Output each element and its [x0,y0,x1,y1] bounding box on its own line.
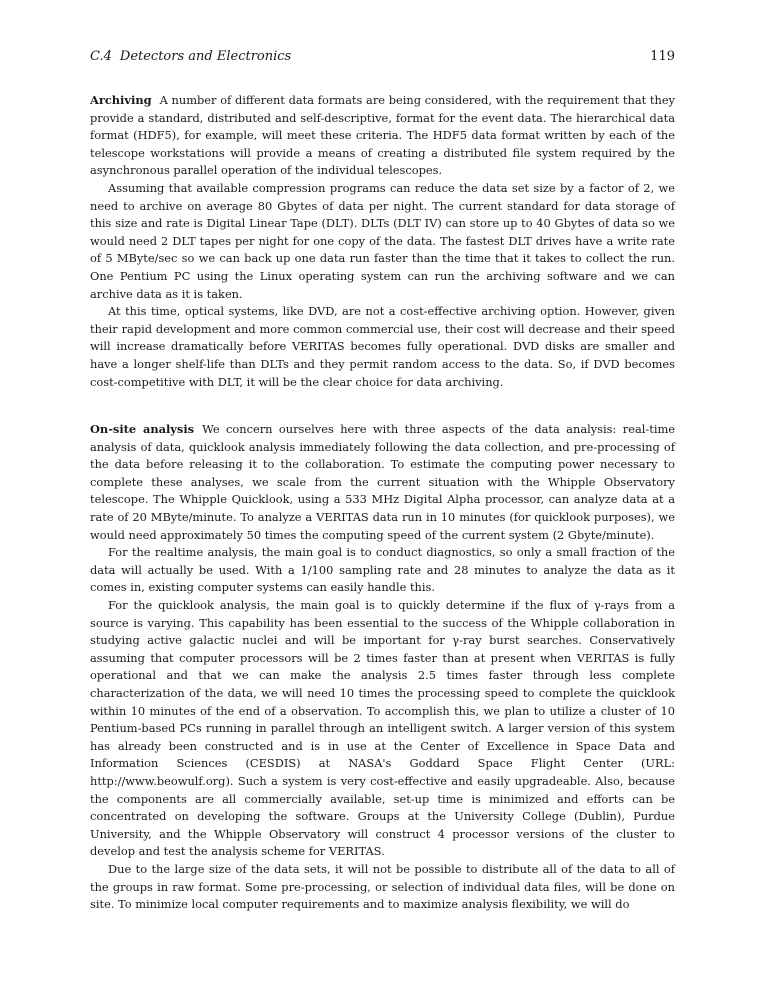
page-number: 119 [650,49,675,64]
onsite-paragraph-4: Due to the large size of the data sets, it will not be possible to distribute all of the data to all of the groups in raw format. Some pre-processing, or selection of individual data files, will be done on site. To minimize local computer requirements and to maximize analysis flexibility, we will do [90,861,675,912]
archiving-run-in-heading: Archiving [90,93,152,107]
archiving-paragraph-1 [90,92,675,180]
onsite-paragraph-2: For the realtime analysis, the main goal is to conduct diagnostics, so only a small fraction of the data will actually be used. With a 1/100 sampling rate and 28 minutes to analyze the data as it comes in, existing computer systems can easily handle this. [90,545,675,595]
page-body [90,92,675,914]
running-header [90,48,675,66]
onsite-paragraph-3: For the quicklook analysis, the main goal is to quickly determine if the flux of γ-rays from a source is varying. This capability has been essential to the success of the Whipple collaboration in studying active galactic nuclei and will be important for γ-ray burst searches. Conservatively assuming that computer processors will be 2 times faster than at present when VERITAS is fully operational and that we can make the analysis 2.5 times faster through less complete characterization of the data, we will need 10 times the processing speed to complete the quicklook within 10 minutes of the end of a observation. To accomplish this, we plan to utilize a cluster of 10 Pentium-based PCs running in parallel through an intelligent switch. A larger version of this system has already been constructed and is in use at the Center of Excellence in Space Data and Information Sciences (CESDIS) at NASA's Goddard Space Flight Center (URL: http://www.beowulf.org). Such a system is very cost-effective and easily upgradeable. Also, because the components are all commercially available, set-up time is minimized and efforts can be concentrated on developing the software. Groups at the University College (Dublin), Purdue University, and the Whipple Observatory will construct 4 processor versions of the cluster to develop and test the analysis scheme for VERITAS. [90,598,675,859]
paragraph-text: A number of different data formats are being considered, with the requirement that they provide a standard, distributed and self-descriptive, format for the event data. The hierarchical data format (HDF5), for example, will meet these criteria. The HDF5 data format written by each of the telescope workstations will provide a means of creating a distributed file system required by the asynchronous parallel operation of the individual telescopes. [90,93,675,178]
section-spacer [90,391,675,421]
paragraph-text: We concern ourselves here with three aspects of the data analysis: real-time analysis of data, quicklook analysis immediately following the data collection, and pre-processing of the data before releasing it to the collaboration. To estimate the computing power necessary to complete these analyses, we scale from the current situation with the Whipple Observatory telescope. The Whipple Quicklook, using a 533 MHz Digital Alpha processor, can analyze data at a rate of 20 MByte/minute. To analyze a VERITAS data run in 10 minutes (for quicklook purposes), we would need approximately 50 times the computing speed of the current system (2 Gbyte/minute). [90,422,676,542]
section-number: C.4 [90,49,112,64]
section-title: Detectors and Electronics [119,49,292,64]
archiving-paragraph-2: Assuming that available compression programs can reduce the data set size by a factor of 2, we need to archive on average 80 Gbytes of data per night. The current standard for data storage of this size and rate is Digital Linear Tape (DLT). DLTs (DLT IV) can store up to 40 Gbytes of data so we would need 2 DLT tapes per night for one copy of the data. The fastest DLT drives have a write rate of 5 MByte/sec so we can back up one data run faster than the time that it takes to collect the run. One Pentium PC using the Linux operating system can run the archiving software and we can archive data as it is taken. [90,180,675,301]
onsite-paragraph-1 [90,421,675,544]
onsite-run-in-heading: On-site analysis [90,422,195,437]
section-heading [90,48,291,66]
archiving-paragraph-3: At this time, optical systems, like DVD, are not a cost-effective archiving option. However, given their rapid development and more common commercial use, their cost will decrease and their speed will increase dramatically before VERITAS becomes fully operational. DVD disks are smaller and have a longer shelf-life than DLTs and they permit random access to the data. So, if DVD becomes cost-competitive with DLT, it will be the clear choice for data archiving. [90,304,675,389]
